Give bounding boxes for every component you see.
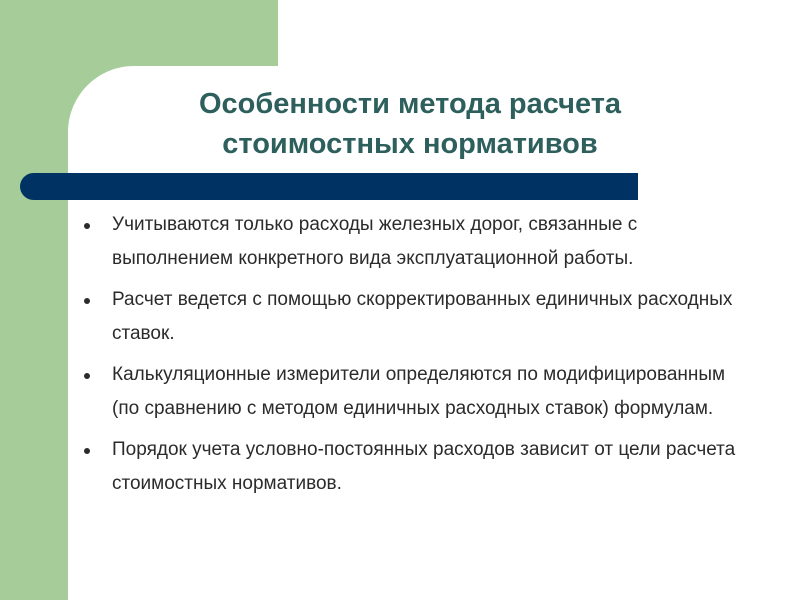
slide-title-line-2: стоимостных нормативов — [222, 128, 598, 160]
slide-title-line-1: Особенности метода расчета — [198, 88, 622, 120]
bullet-dot-icon — [84, 298, 90, 304]
bullet-list — [82, 208, 742, 508]
bullet-dot-icon — [84, 448, 90, 454]
slide-title — [100, 84, 720, 164]
bullet-item — [82, 433, 742, 501]
title-divider-bar — [20, 173, 638, 200]
bullet-text: Расчет ведется с помощью скорректированных единичных расходных ставок. — [112, 289, 733, 344]
background-green-strip — [0, 0, 68, 600]
bullet-item — [82, 208, 742, 276]
bullet-dot-icon — [84, 373, 90, 379]
bullet-item — [82, 358, 742, 426]
bullet-text: Порядок учета условно-постоянных расходов зависит от цели расчета стоимостных нормативов. — [112, 439, 736, 494]
bullet-dot-icon — [84, 223, 90, 229]
bullet-text: Учитываются только расходы железных дорог, связанные с выполнением конкретного вида эксплуатационной работы. — [112, 214, 638, 269]
bullet-text: Калькуляционные измерители определяются по модифицированным (по сравнению с методом единичных расходных ставок) формулам. — [112, 364, 726, 419]
bullet-item — [82, 283, 742, 351]
